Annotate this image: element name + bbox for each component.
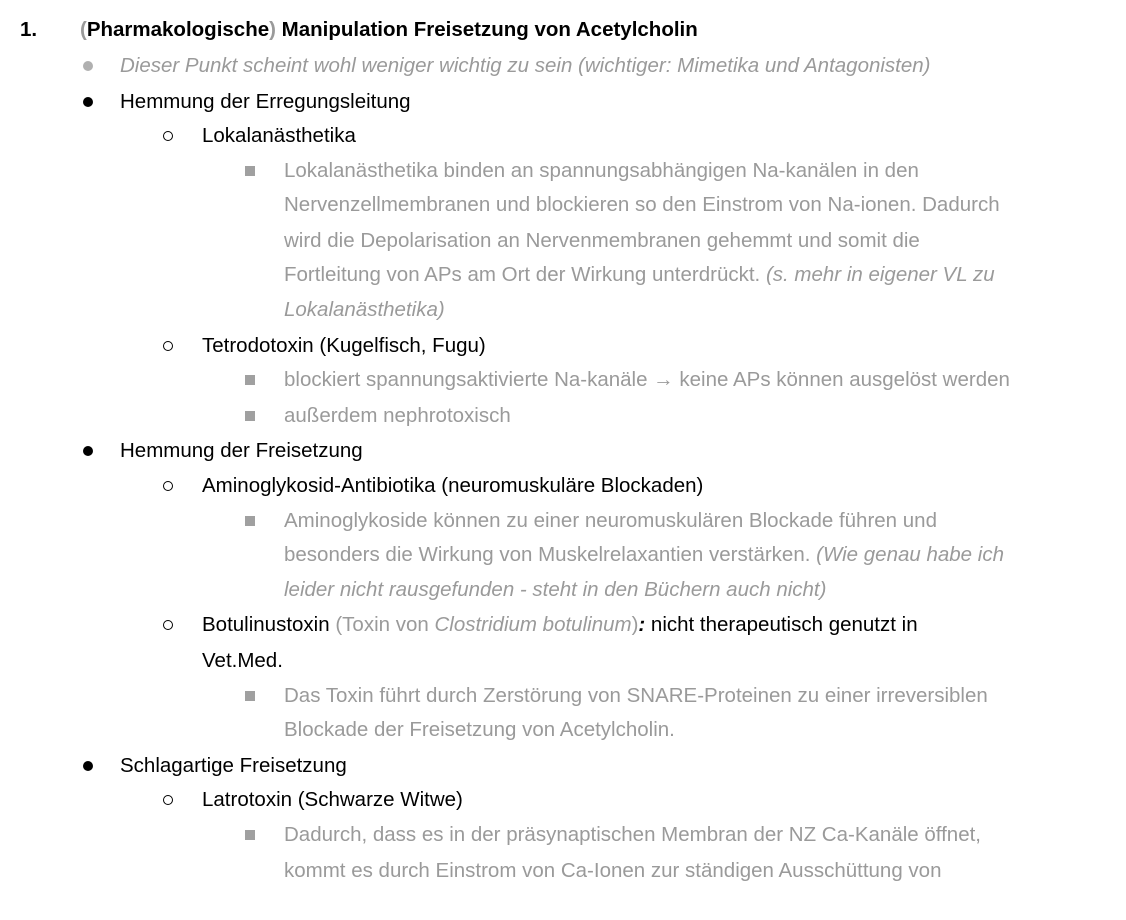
section-label: Hemmung der Erregungsleitung [120,90,411,113]
detail-italic-note: (Wie genau habe ich [810,543,1004,566]
bullet-square-icon [245,691,255,701]
bullet-square-icon [245,375,255,385]
bullet-circle-icon [163,341,173,351]
bullet-square-icon [245,411,255,421]
bullet-dot-icon [83,446,93,456]
detail-line: außerdem nephrotoxisch [284,404,511,427]
bullet-square-icon [245,516,255,526]
item-paren-species: Clostridium botulinum [434,613,632,636]
bullet-circle-icon [163,795,173,805]
item-label-rest: nicht therapeutisch genutzt in [645,613,918,636]
detail-line: leider nicht rausgefunden - steht in den Büchern auch nicht) [284,578,827,601]
detail-italic-note: (s. mehr in eigener VL zu [760,263,995,286]
item-label: Latrotoxin (Schwarze Witwe) [202,788,463,811]
detail-line: blockiert spannungsaktivierte Na-kanäle → keine APs können ausgelöst werden [284,368,1010,391]
bullet-circle-icon [163,481,173,491]
detail-line: Lokalanästhetika binden an spannungsabhängigen Na-kanälen in den [284,159,919,182]
item-label-line2: Vet.Med. [202,649,283,672]
item-paren-open: (Toxin von [329,613,435,636]
bullet-square-icon [245,166,255,176]
section-label: Hemmung der Freisetzung [120,439,363,462]
detail-text: besonders die Wirkung von Muskelrelaxantien verstärken. [284,543,811,566]
detail-line: Blockade der Freisetzung von Acetylcholin. [284,718,675,741]
item-colon: : [638,613,646,636]
heading-prefix: Pharmakologische [86,18,270,41]
item-label: Tetrodotoxin (Kugelfisch, Fugu) [202,334,486,357]
bullet-square-icon [245,830,255,840]
item-label: Aminoglykosid-Antibiotika (neuromuskuläre Blockaden) [202,474,704,497]
note-text: Dieser Punkt scheint wohl weniger wichtig zu sein (wichtiger: Mimetika und Antagonisten) [120,54,931,77]
bullet-dot-icon [83,761,93,771]
item-paren-close: ) [631,613,639,636]
detail-text: Fortleitung von APs am Ort der Wirkung unterdrückt. [284,263,761,286]
heading-title: Manipulation Freisetzung von Acetylcholin [275,18,698,41]
heading-close-paren: ) [269,18,276,41]
heading [80,20,698,41]
heading-open-paren: ( [80,18,87,41]
item-label: Lokalanästhetika [202,124,356,147]
heading-number: 1. [20,18,38,41]
detail-line: wird die Depolarisation an Nervenmembranen gehemmt und somit die [284,229,920,252]
bullet-circle-icon [163,131,173,141]
detail-line [284,545,1004,566]
detail-line: Aminoglykoside können zu einer neuromuskulären Blockade führen und [284,509,937,532]
item-label-main: Botulinustoxin [202,613,330,636]
detail-line: Nervenzellmembranen und blockieren so den Einstrom von Na-ionen. Dadurch [284,193,1000,216]
bullet-circle-icon [163,620,173,630]
detail-line: Das Toxin führt durch Zerstörung von SNARE-Proteinen zu einer irreversiblen [284,684,988,707]
bullet-dot-icon [83,97,93,107]
detail-line: Lokalanästhetika) [284,298,445,321]
item-label [202,615,918,636]
detail-line: kommt es durch Einstrom von Ca-Ionen zur ständigen Ausschüttung von [284,859,942,882]
detail-line: Dadurch, dass es in der präsynaptischen Membran der NZ Ca-Kanäle öffnet, [284,823,981,846]
detail-line [284,265,995,286]
section-label: Schlagartige Freisetzung [120,754,347,777]
bullet-dot-icon [83,61,93,71]
